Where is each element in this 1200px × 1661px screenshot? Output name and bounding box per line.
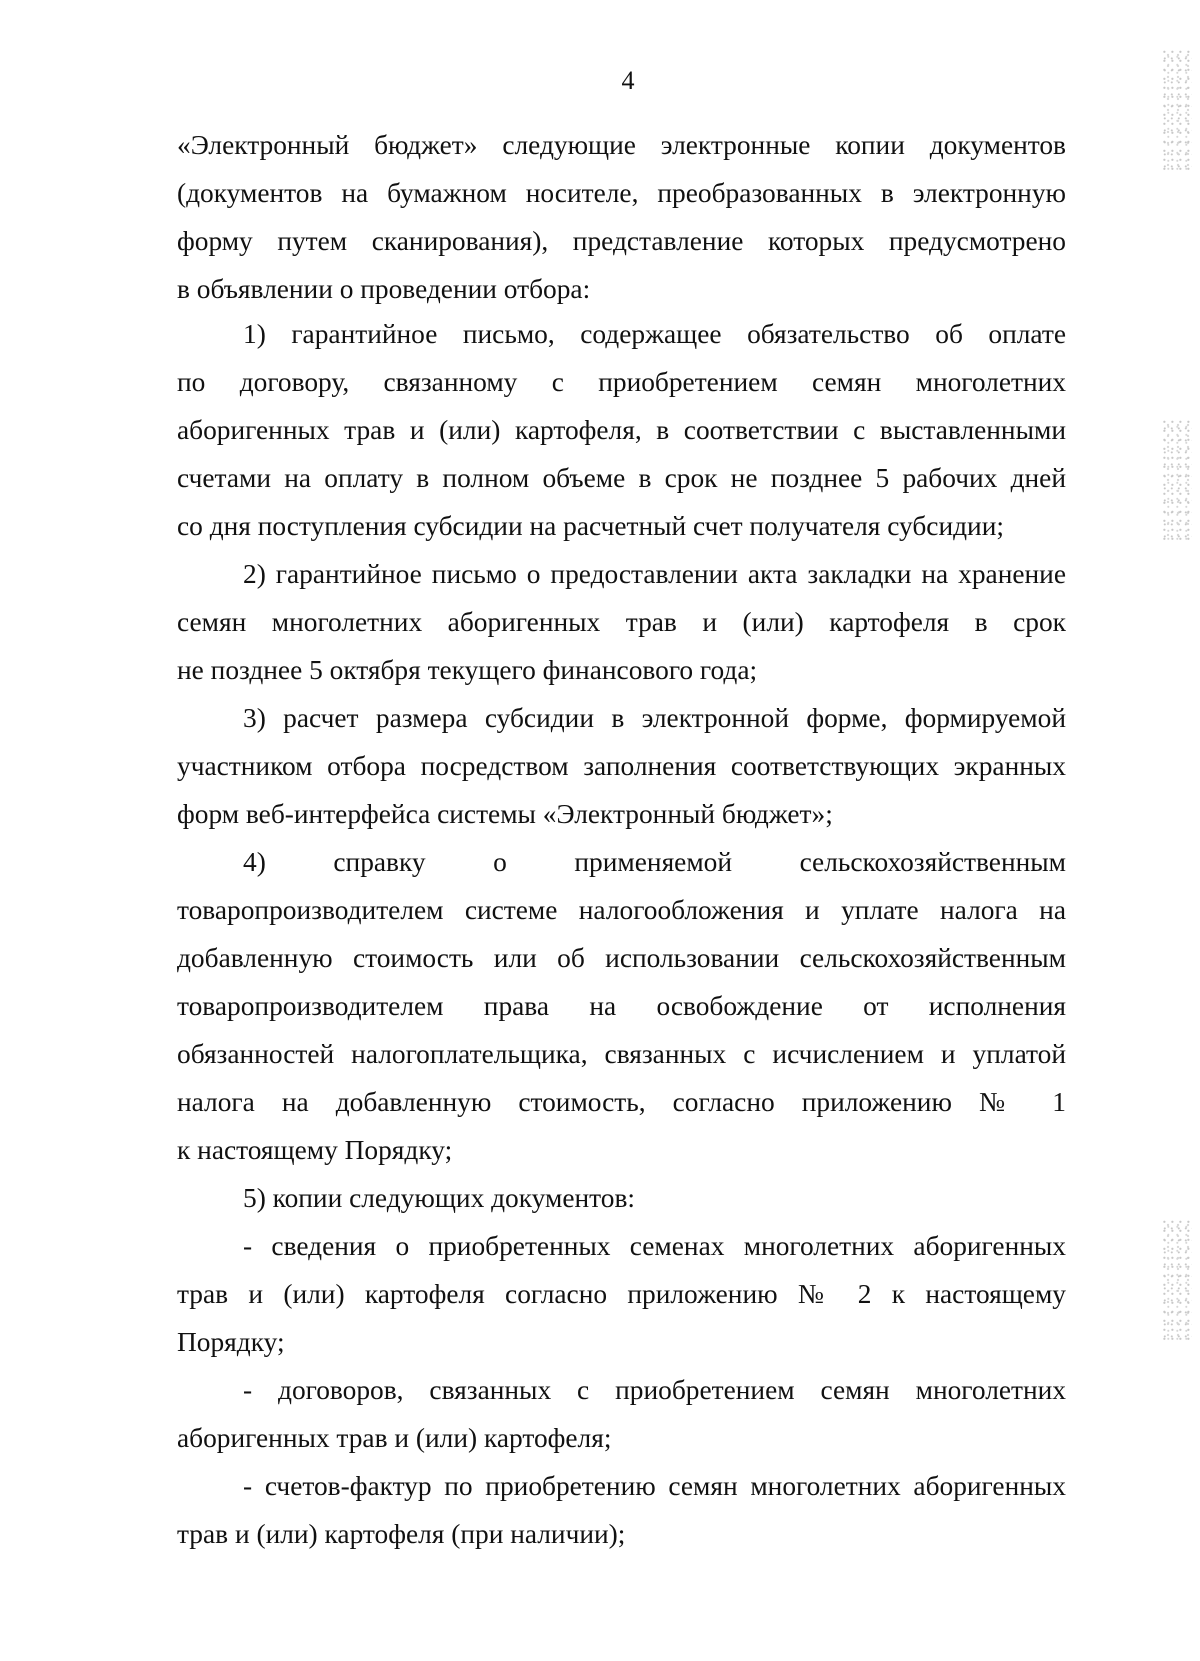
sub-item-2: - договоров, связанных с приобретением семян многолетних xyxy=(243,1375,1066,1405)
text-line: участником отбора посредством заполнения соответствующих экранных xyxy=(177,751,1066,781)
scan-noise-middle xyxy=(1162,420,1192,540)
text-line: в объявлении о проведении отбора: xyxy=(177,274,591,304)
scan-noise-top xyxy=(1162,50,1192,170)
text-line: со дня поступления субсидии на расчетный счет получателя субсидии; xyxy=(177,511,1004,541)
text-line: товаропроизводителем системе налогообложения и уплате налога на xyxy=(177,895,1066,925)
list-item-4: 4) справку о применяемой сельскохозяйственным xyxy=(243,847,1066,877)
text-line: к настоящему Порядку; xyxy=(177,1135,453,1165)
sub-item-1: - сведения о приобретенных семенах многолетних аборигенных xyxy=(243,1231,1066,1261)
list-item-2: 2) гарантийное письмо о предоставлении акта закладки на хранение xyxy=(243,559,1066,589)
text-line: (документов на бумажном носителе, преобразованных в электронную xyxy=(177,178,1066,208)
text-line: добавленную стоимость или об использовании сельскохозяйственным xyxy=(177,943,1066,973)
text-line: по договору, связанному с приобретением семян многолетних xyxy=(177,367,1066,397)
text-line: счетами на оплату в полном объеме в срок не позднее 5 рабочих дней xyxy=(177,463,1066,493)
list-item-1: 1) гарантийное письмо, содержащее обязательство об оплате xyxy=(243,319,1066,349)
document-body xyxy=(177,121,1066,1558)
page-number: 4 xyxy=(621,66,635,95)
text-line: аборигенных трав и (или) картофеля; xyxy=(177,1423,612,1453)
text-line: семян многолетних аборигенных трав и (или) картофеля в срок xyxy=(177,607,1066,637)
text-line: «Электронный бюджет» следующие электронные копии документов xyxy=(177,130,1066,160)
list-item-5: 5) копии следующих документов: xyxy=(243,1183,635,1213)
list-item-3: 3) расчет размера субсидии в электронной форме, формируемой xyxy=(243,703,1066,733)
text-line: аборигенных трав и (или) картофеля, в соответствии с выставленными xyxy=(177,415,1066,445)
text-line: товаропроизводителем права на освобождение от исполнения xyxy=(177,991,1066,1021)
text-line: налога на добавленную стоимость, согласно приложению № 1 xyxy=(177,1087,1066,1117)
text-line: форм веб-интерфейса системы «Электронный бюджет»; xyxy=(177,799,833,829)
text-line: трав и (или) картофеля согласно приложению № 2 к настоящему xyxy=(177,1279,1066,1309)
text-line: форму путем сканирования), представление которых предусмотрено xyxy=(177,226,1066,256)
scan-noise-lower xyxy=(1162,1220,1192,1340)
text-line: Порядку; xyxy=(177,1327,285,1357)
text-line: не позднее 5 октября текущего финансового года; xyxy=(177,655,758,685)
text-line: обязанностей налогоплательщика, связанных с исчислением и уплатой xyxy=(177,1039,1066,1069)
text-line: трав и (или) картофеля (при наличии); xyxy=(177,1519,626,1549)
sub-item-3: - счетов-фактур по приобретению семян многолетних аборигенных xyxy=(243,1471,1066,1501)
